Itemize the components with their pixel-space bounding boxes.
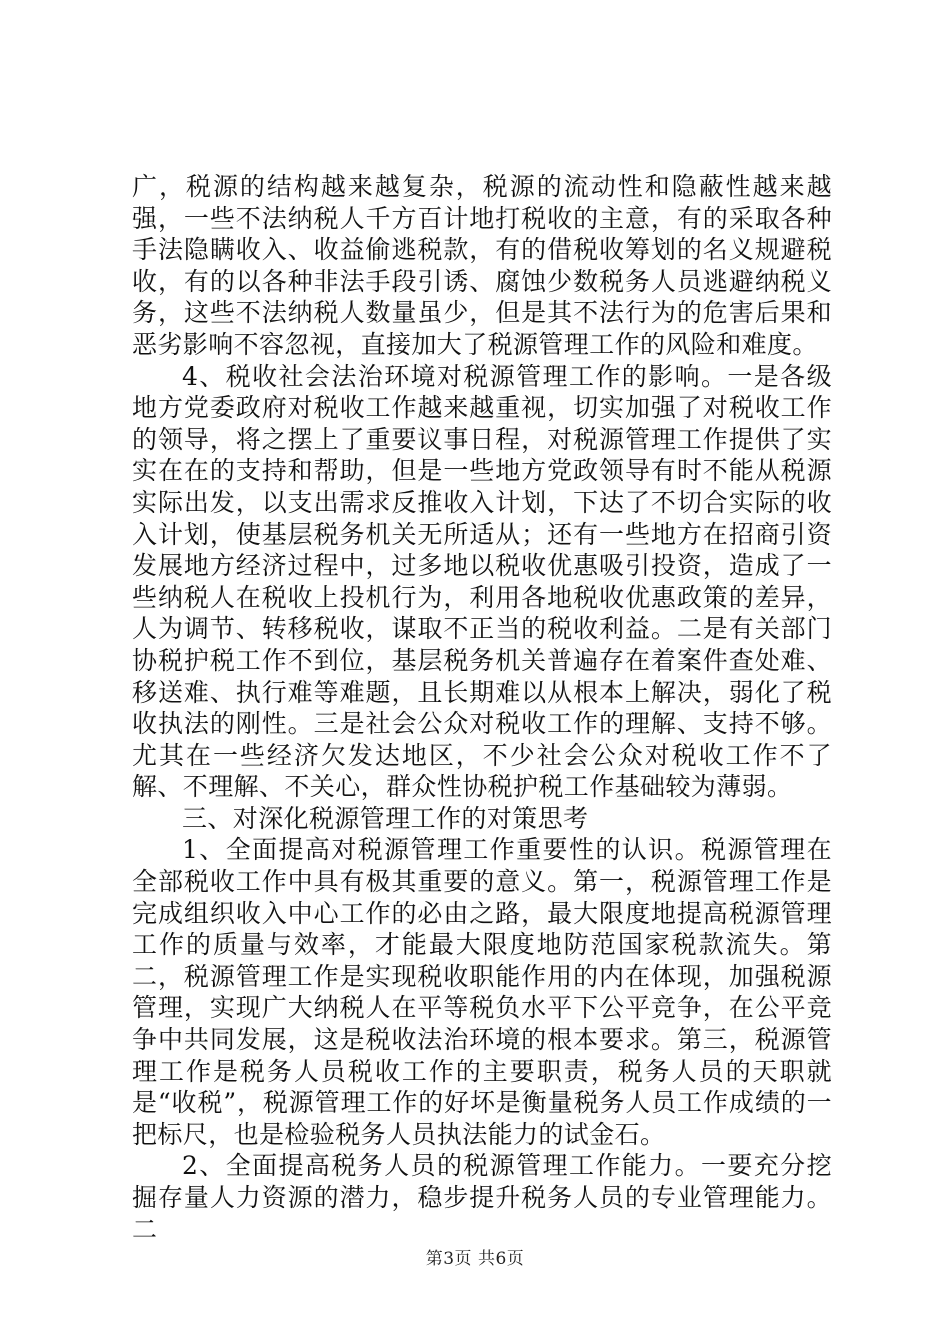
paragraph-continued: 广，税源的结构越来越复杂，税源的流动性和隐蔽性越来越强，一些不法纳税人千方百计地打税收的主意，有的采取各种手法隐瞒收入、收益偷逃税款，有的借税收筹划的名义规避税收，有的以各种非法手段引诱、腐蚀少数税务人员逃避纳税义务，这些不法纳税人数量虽少，但是其不法行为的危害后果和恶劣影响不容忽视，直接加大了税源管理工作的风险和难度。 (132, 172, 832, 359)
document-body (132, 171, 832, 1245)
page-number-label: 第3页 共6页 (425, 1249, 525, 1269)
section-heading-3: 三、对深化税源管理工作的对策思考 (182, 803, 589, 833)
page-footer (0, 1244, 950, 1269)
paragraph-item-1: 1、全面提高对税源管理工作重要性的认识。税源管理在全部税收工作中具有极其重要的意义。第一，税源管理工作是完成组织收入中心工作的必由之路，最大限度地提高税源管理工作的质量与效率，才能最大限度地防范国家税款流失。第二，税源管理工作是实现税收职能作用的内在体现，加强税源管理，实现广大纳税人在平等税负水平下公平竞争，在公平竞争中共同发展，这是税收法治环境的根本要求。第三，税源管理工作是税务人员税收工作的主要职责，税务人员的天职就是“收税”，税源管理工作的好坏是衡量税务人员工作成绩的一把标尺，也是检验税务人员执法能力的试金石。 (132, 835, 832, 1149)
paragraph-item-2: 2、全面提高税务人员的税源管理工作能力。一要充分挖掘存量人力资源的潜力，稳步提升税务人员的专业管理能力。二 (132, 1151, 832, 1244)
paragraph-item-4: 4、税收社会法治环境对税源管理工作的影响。一是各级地方党委政府对税收工作越来越重视，切实加强了对税收工作的领导，将之摆上了重要议事日程，对税源管理工作提供了实实在在的支持和帮助，但是一些地方党政领导有时不能从税源实际出发，以支出需求反推收入计划，下达了不切合实际的收入计划，使基层税务机关无所适从；还有一些地方在招商引资发展地方经济过程中，过多地以税收优惠吸引投资，造成了一些纳税人在税收上投机行为，利用各地税收优惠政策的差异，人为调节、转移税收，谋取不正当的税收利益。二是有关部门协税护税工作不到位，基层税务机关普遍存在着案件查处难、移送难、执行难等难题，且长期难以从根本上解决，弱化了税收执法的刚性。三是社会公众对税收工作的理解、支持不够。尤其在一些经济欠发达地区，不少社会公众对税收工作不了解、不理解、不关心，群众性协税护税工作基础较为薄弱。 (132, 361, 832, 802)
